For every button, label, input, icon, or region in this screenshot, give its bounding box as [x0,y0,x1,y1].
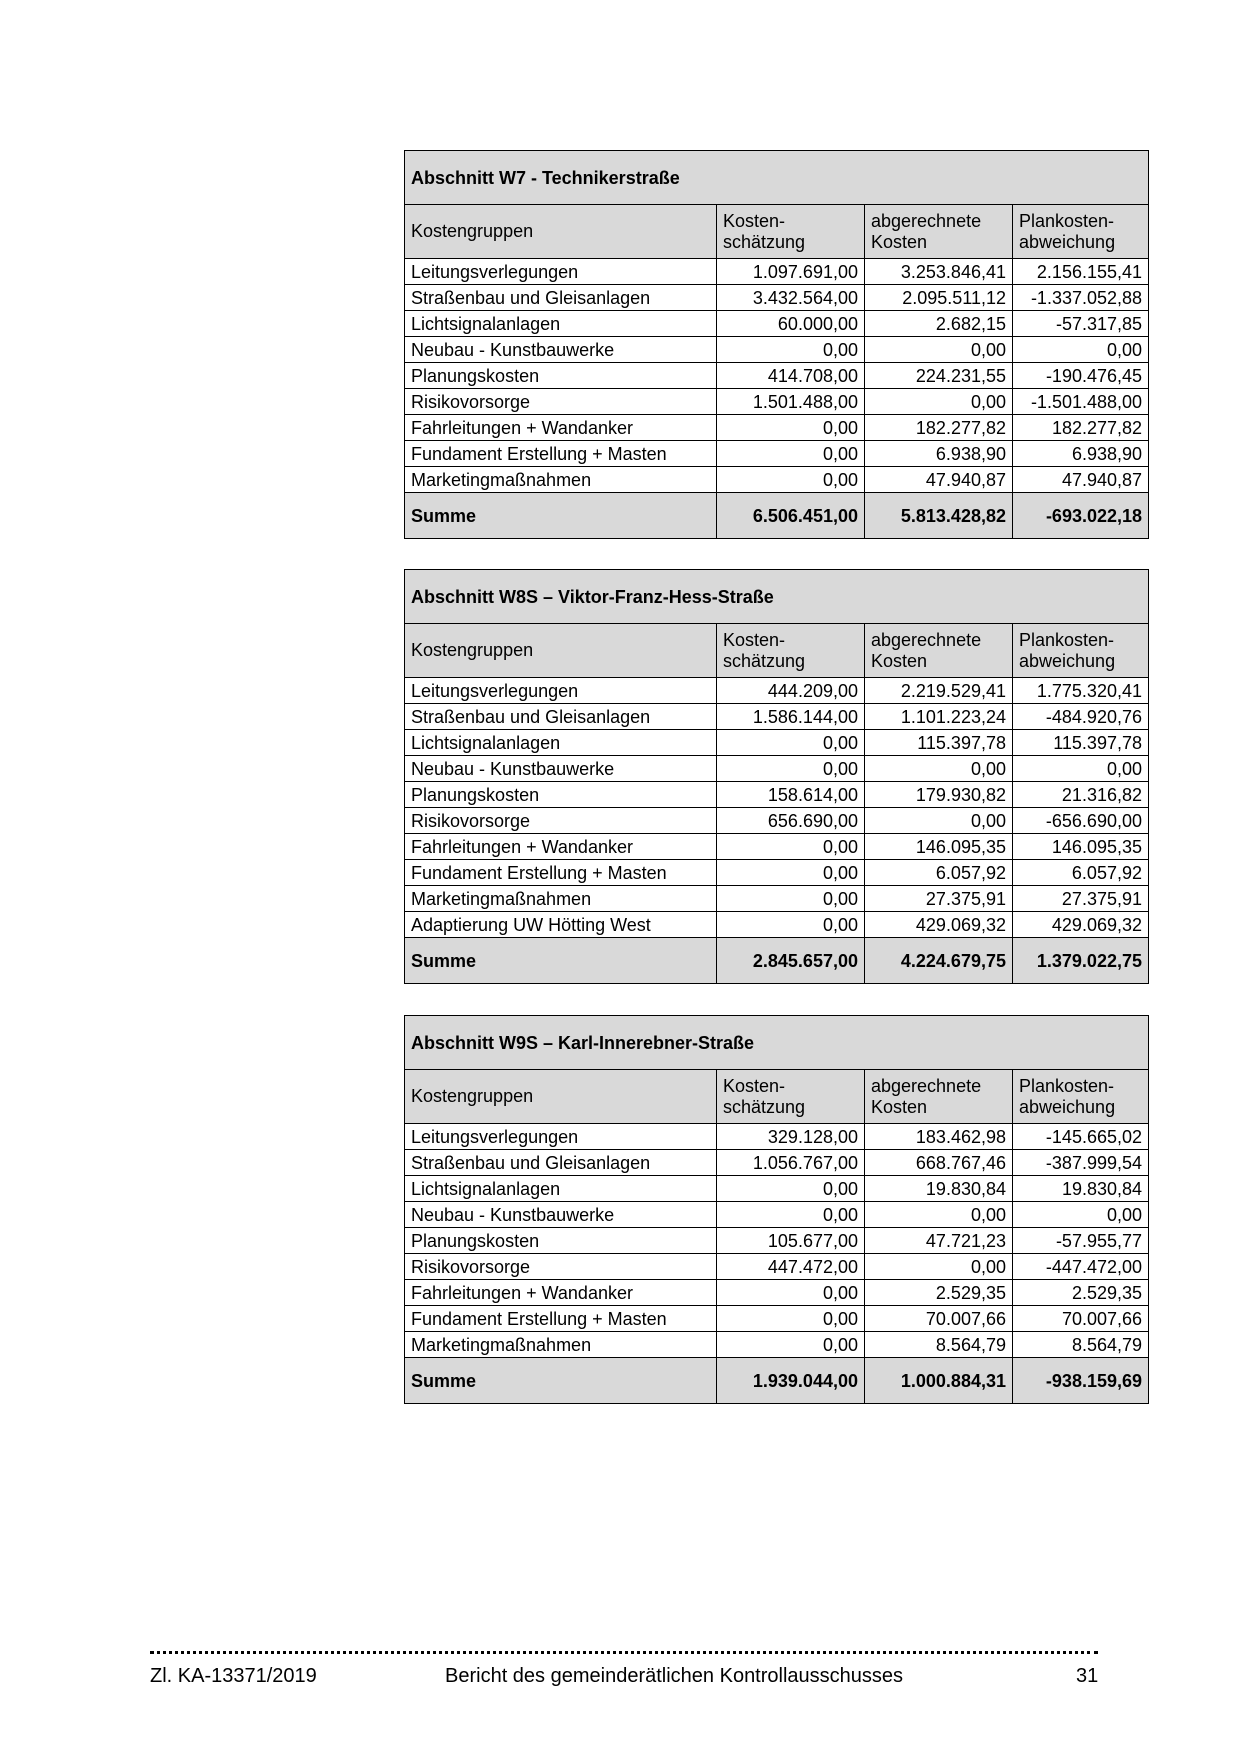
row-value: 1.097.691,00 [717,259,865,285]
row-value: 182.277,82 [1013,415,1149,441]
row-value: 1.501.488,00 [717,389,865,415]
table-row [405,808,1149,834]
row-label: Neubau - Kunstbauwerke [405,756,717,782]
table-title: Abschnitt W9S – Karl-Innerebner-Straße [405,1016,1149,1070]
row-value: 1.056.767,00 [717,1150,865,1176]
row-value: 0,00 [1013,337,1149,363]
sum-value: 5.813.428,82 [865,493,1013,539]
table-row [405,389,1149,415]
row-value: 47.940,87 [1013,467,1149,493]
row-value: -57.317,85 [1013,311,1149,337]
row-value: 0,00 [717,415,865,441]
row-label: Leitungsverlegungen [405,1124,717,1150]
sum-value: -938.159,69 [1013,1358,1149,1404]
row-label: Adaptierung UW Hötting West [405,912,717,938]
table-title-row [405,1016,1149,1070]
row-label: Straßenbau und Gleisanlagen [405,1150,717,1176]
table-sum-row [405,493,1149,539]
row-value: 0,00 [717,730,865,756]
row-value: -656.690,00 [1013,808,1149,834]
row-value: 19.830,84 [865,1176,1013,1202]
row-value: 21.316,82 [1013,782,1149,808]
table-row [405,912,1149,938]
row-value: 60.000,00 [717,311,865,337]
header-billed-costs: abgerechnete Kosten [865,624,1013,678]
table-row [405,285,1149,311]
row-value: 146.095,35 [865,834,1013,860]
table-row [405,1280,1149,1306]
row-label: Lichtsignalanlagen [405,730,717,756]
sum-value: 1.379.022,75 [1013,938,1149,984]
row-value: 27.375,91 [1013,886,1149,912]
row-value: 0,00 [1013,756,1149,782]
footer-reference: Zl. KA-13371/2019 [150,1665,317,1687]
row-label: Fundament Erstellung + Masten [405,860,717,886]
row-value: 8.564,79 [1013,1332,1149,1358]
table-row [405,756,1149,782]
row-value: 115.397,78 [865,730,1013,756]
row-label: Marketingmaßnahmen [405,1332,717,1358]
row-value: -1.337.052,88 [1013,285,1149,311]
table-title: Abschnitt W7 - Technikerstraße [405,151,1149,205]
row-value: 47.721,23 [865,1228,1013,1254]
row-value: 1.775.320,41 [1013,678,1149,704]
row-value: -387.999,54 [1013,1150,1149,1176]
row-value: 6.057,92 [865,860,1013,886]
row-label: Fundament Erstellung + Masten [405,1306,717,1332]
table-row [405,678,1149,704]
table-row [405,1124,1149,1150]
table-row [405,782,1149,808]
row-value: 0,00 [865,337,1013,363]
row-value: 1.586.144,00 [717,704,865,730]
table-row [405,834,1149,860]
row-value: 105.677,00 [717,1228,865,1254]
row-value: 656.690,00 [717,808,865,834]
table-header-row [405,1070,1149,1124]
table-row [405,415,1149,441]
row-value: 444.209,00 [717,678,865,704]
table-row [405,337,1149,363]
table-sum-row [405,1358,1149,1404]
table-title-row [405,151,1149,205]
header-deviation: Plankosten- abweichung [1013,624,1149,678]
row-value: -145.665,02 [1013,1124,1149,1150]
footer-divider [150,1651,1098,1654]
row-label: Neubau - Kunstbauwerke [405,1202,717,1228]
table-row [405,1228,1149,1254]
row-label: Marketingmaßnahmen [405,886,717,912]
header-billed-costs: abgerechnete Kosten [865,1070,1013,1124]
row-value: 6.938,90 [865,441,1013,467]
table-row [405,886,1149,912]
row-value: 414.708,00 [717,363,865,389]
table-row [405,259,1149,285]
row-value: 0,00 [865,1202,1013,1228]
sum-value: 1.939.044,00 [717,1358,865,1404]
row-label: Lichtsignalanlagen [405,311,717,337]
row-value: 329.128,00 [717,1124,865,1150]
row-value: 447.472,00 [717,1254,865,1280]
header-cost-estimate: Kosten- schätzung [717,1070,865,1124]
row-value: 6.057,92 [1013,860,1149,886]
table-row [405,730,1149,756]
row-value: 0,00 [1013,1202,1149,1228]
table-row [405,1332,1149,1358]
row-value: 70.007,66 [865,1306,1013,1332]
row-value: 3.253.846,41 [865,259,1013,285]
row-label: Risikovorsorge [405,389,717,415]
table-row [405,860,1149,886]
sum-value: 1.000.884,31 [865,1358,1013,1404]
table-header-row [405,624,1149,678]
table-row [405,467,1149,493]
row-value: 1.101.223,24 [865,704,1013,730]
row-value: -447.472,00 [1013,1254,1149,1280]
row-value: 158.614,00 [717,782,865,808]
row-value: 0,00 [717,1332,865,1358]
row-value: 0,00 [717,886,865,912]
row-value: 224.231,55 [865,363,1013,389]
row-label: Fahrleitungen + Wandanker [405,1280,717,1306]
row-value: 27.375,91 [865,886,1013,912]
sum-label: Summe [405,1358,717,1404]
header-cost-group: Kostengruppen [405,624,717,678]
row-value: 2.156.155,41 [1013,259,1149,285]
table-row [405,1150,1149,1176]
sum-value: 2.845.657,00 [717,938,865,984]
header-cost-group: Kostengruppen [405,1070,717,1124]
row-label: Fahrleitungen + Wandanker [405,834,717,860]
row-label: Planungskosten [405,782,717,808]
row-label: Leitungsverlegungen [405,678,717,704]
row-value: 0,00 [865,1254,1013,1280]
row-label: Neubau - Kunstbauwerke [405,337,717,363]
row-value: 0,00 [865,389,1013,415]
row-value: 429.069,32 [1013,912,1149,938]
row-value: 2.219.529,41 [865,678,1013,704]
table-title: Abschnitt W8S – Viktor-Franz-Hess-Straße [405,570,1149,624]
sum-value: -693.022,18 [1013,493,1149,539]
row-label: Fahrleitungen + Wandanker [405,415,717,441]
row-label: Fundament Erstellung + Masten [405,441,717,467]
row-value: 182.277,82 [865,415,1013,441]
row-label: Lichtsignalanlagen [405,1176,717,1202]
header-cost-group: Kostengruppen [405,205,717,259]
header-cost-estimate: Kosten- schätzung [717,205,865,259]
row-value: 0,00 [717,912,865,938]
table-row [405,311,1149,337]
row-value: 2.529,35 [865,1280,1013,1306]
row-value: 0,00 [865,808,1013,834]
row-value: 47.940,87 [865,467,1013,493]
row-value: -190.476,45 [1013,363,1149,389]
row-value: 146.095,35 [1013,834,1149,860]
table-sum-row [405,938,1149,984]
table-row [405,704,1149,730]
row-value: 668.767,46 [865,1150,1013,1176]
sum-value: 6.506.451,00 [717,493,865,539]
table-row [405,1306,1149,1332]
row-label: Leitungsverlegungen [405,259,717,285]
row-value: 0,00 [717,1176,865,1202]
cost-table-w9s [404,1015,1149,1404]
table-row [405,1176,1149,1202]
row-value: 2.682,15 [865,311,1013,337]
table-header-row [405,205,1149,259]
row-label: Straßenbau und Gleisanlagen [405,704,717,730]
row-label: Planungskosten [405,1228,717,1254]
header-deviation: Plankosten- abweichung [1013,205,1149,259]
table-row [405,1254,1149,1280]
row-label: Risikovorsorge [405,808,717,834]
row-value: 3.432.564,00 [717,285,865,311]
table-row [405,441,1149,467]
table-title-row [405,570,1149,624]
row-value: 0,00 [717,441,865,467]
row-label: Straßenbau und Gleisanlagen [405,285,717,311]
row-value: 0,00 [717,1306,865,1332]
row-value: 0,00 [717,834,865,860]
row-value: 429.069,32 [865,912,1013,938]
row-label: Planungskosten [405,363,717,389]
table-row [405,1202,1149,1228]
row-value: -1.501.488,00 [1013,389,1149,415]
row-value: 70.007,66 [1013,1306,1149,1332]
row-value: 183.462,98 [865,1124,1013,1150]
footer-page-number: 31 [1076,1665,1099,1687]
table-row [405,363,1149,389]
cost-table-w7 [404,150,1149,539]
sum-value: 4.224.679,75 [865,938,1013,984]
row-value: -57.955,77 [1013,1228,1149,1254]
row-value: 179.930,82 [865,782,1013,808]
row-value: 19.830,84 [1013,1176,1149,1202]
sum-label: Summe [405,493,717,539]
row-value: 0,00 [865,756,1013,782]
header-cost-estimate: Kosten- schätzung [717,624,865,678]
row-value: 0,00 [717,337,865,363]
row-value: 6.938,90 [1013,441,1149,467]
row-value: 2.095.511,12 [865,285,1013,311]
row-value: 115.397,78 [1013,730,1149,756]
row-value: -484.920,76 [1013,704,1149,730]
footer-report-title: Bericht des gemeinderätlichen Kontrollausschusses [445,1665,904,1687]
sum-label: Summe [405,938,717,984]
row-label: Marketingmaßnahmen [405,467,717,493]
row-value: 0,00 [717,467,865,493]
header-deviation: Plankosten- abweichung [1013,1070,1149,1124]
row-value: 8.564,79 [865,1332,1013,1358]
cost-table-w8s [404,569,1149,984]
row-value: 2.529,35 [1013,1280,1149,1306]
row-value: 0,00 [717,860,865,886]
row-value: 0,00 [717,756,865,782]
header-billed-costs: abgerechnete Kosten [865,205,1013,259]
row-label: Risikovorsorge [405,1254,717,1280]
row-value: 0,00 [717,1280,865,1306]
row-value: 0,00 [717,1202,865,1228]
